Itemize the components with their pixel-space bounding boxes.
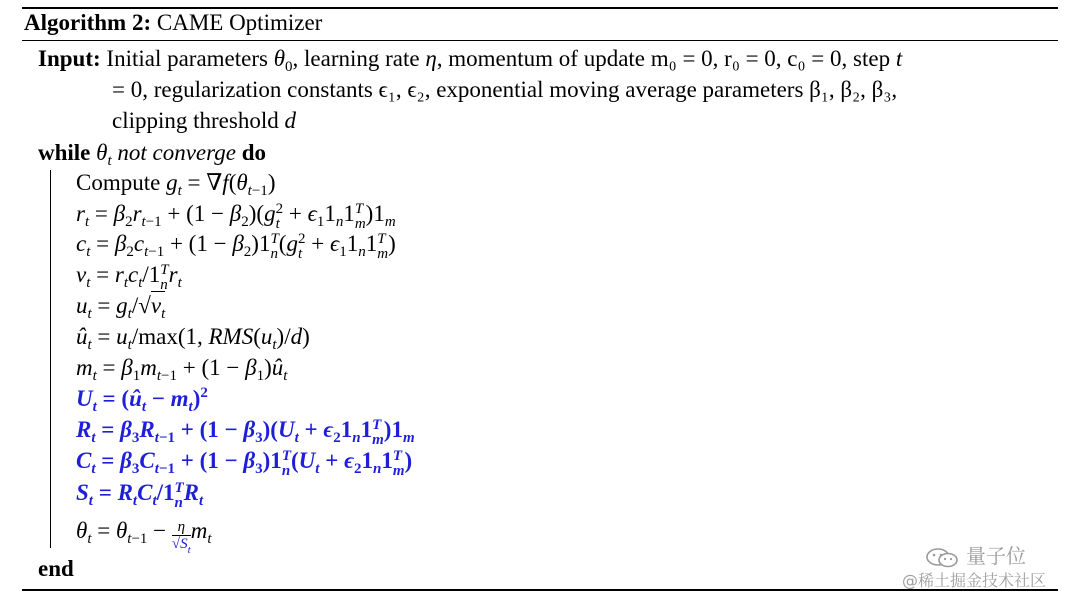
step-S-matrix: $S_t = R_tC_t/1$ T n $R_t$ — [76, 480, 204, 511]
step-col-factor: $c_t = \beta_2c_{t-1} + (1 - \beta_2)1$ T n (g 2 t + $\epsilon_11_n1$ T m ) — [76, 231, 396, 262]
watermark-site: @稀土掘金技术社区 — [902, 571, 1047, 590]
step-text: , step — [841, 46, 891, 71]
step-C-factor: $C_t = \beta_3C_{t-1} + (1 - \beta_3)1$ T n ($U_t + \epsilon_21_n1$ T m ) — [76, 448, 413, 479]
wechat-icon — [925, 548, 959, 568]
step-R-factor: $R_t = \beta_3R_{t-1} + (1 - \beta_3)(U_t + \epsilon_21_n1$ T m )$1_m$ — [76, 417, 415, 448]
t-symbol: t — [895, 46, 903, 71]
ema-text: , exponential moving average parameters — [424, 77, 804, 102]
algorithm-title: CAME Optimizer — [156, 10, 323, 35]
while-line — [38, 138, 266, 168]
step-instability: $U_t$ = $(û_t - m_t)^2$ — [76, 385, 208, 415]
algorithm-caption — [24, 8, 322, 38]
end-line — [38, 554, 74, 584]
input-text-2: = 0, regularization constants — [112, 77, 373, 102]
watermark-brand: 量子位 — [966, 544, 1026, 568]
condition-theta: $\theta_t$ — [96, 140, 112, 169]
eta-symbol: η — [425, 46, 437, 71]
step-clip: $û_t = u_t/\max(1$, $RMS(u_t)/d$) — [76, 324, 310, 353]
beta-values: β₁, β₂, β₃, — [809, 77, 898, 102]
loop-body-bar — [50, 170, 51, 548]
step-param-update: $\theta_t = \theta_{t-1}$ − $\frac{\eta}{√S_t}$ $m_t$ — [76, 518, 212, 556]
input-line-2 — [112, 75, 897, 105]
input-line-3 — [112, 106, 296, 136]
momentum-text: , momentum of update — [436, 46, 646, 71]
condition-text: not converge — [117, 140, 236, 165]
d-symbol: d — [284, 108, 296, 133]
step-momentum: $m_t = \beta_1m_{t-1} + (1$ − $\beta_1)û_t$ — [76, 355, 288, 384]
step-compute-gradient: Compute $g_t = \nabla f(\theta_{t-1})$ — [76, 170, 276, 199]
init-values: m₀ = 0, r₀ = 0, c₀ = 0 — [650, 46, 842, 71]
step-row-factor: $r_t = \beta_2r_{t-1} + (1 - \beta_2)(g$ 2 t + $\epsilon_11_n1$ T m )$1_m$ — [76, 201, 396, 232]
input-text-1: Initial parameters — [106, 46, 268, 71]
lr-text: , learning rate — [292, 46, 420, 71]
theta-zero: $\theta_0$ — [273, 46, 293, 75]
step-update: $u_t = g_t/√v_t$ — [76, 293, 166, 322]
caption-rule — [22, 40, 1058, 41]
input-keyword: Input: — [38, 46, 101, 71]
input-line-1 — [38, 44, 902, 74]
do-keyword: do — [241, 140, 266, 165]
input-text-3: clipping threshold — [112, 108, 279, 133]
step-second-moment: $v_t = r_tc_t/1$ T n $r_t$ — [76, 262, 182, 293]
while-keyword: while — [38, 140, 91, 165]
eps-values: ϵ₁, ϵ₂ — [378, 77, 425, 102]
algorithm-label: Algorithm 2: — [24, 10, 152, 35]
end-keyword: end — [38, 556, 74, 581]
